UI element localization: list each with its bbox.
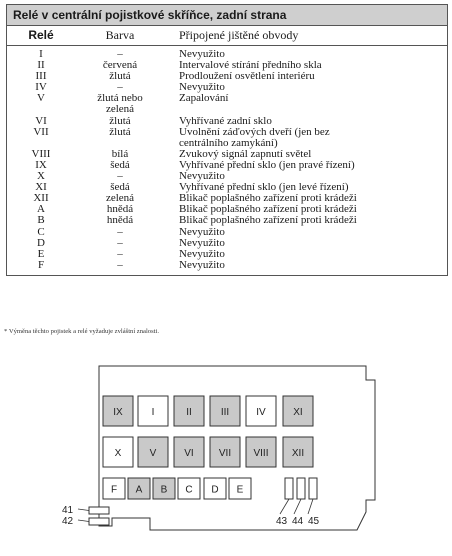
rele-cell: X [37, 170, 45, 183]
rele-cell: B [37, 214, 45, 227]
rele-cell: V [37, 92, 45, 105]
barva-cell: hnědá [106, 203, 134, 216]
obvod-cell: centrálního zamykání) [179, 136, 278, 149]
fuse-label-45: 45 [308, 516, 320, 527]
fuse-leader [280, 499, 289, 514]
obvod-cell: Nevyužito [179, 48, 225, 60]
rele-cell: I [39, 48, 43, 60]
relay-row2-label: XII [291, 448, 305, 459]
obvod-cell: Blikač poplašného zařízení proti krádeži [179, 203, 357, 216]
relay-row2-label: X [114, 448, 122, 459]
relay-row2-label: V [149, 448, 157, 459]
fuse-43 [285, 478, 293, 499]
obvod-cell: Nevyužito [179, 236, 225, 249]
barva-cell: – [117, 81, 123, 94]
relay-row2-label: VIII [253, 448, 269, 459]
obvod-cell: Nevyužito [179, 258, 225, 271]
obvod-cell: Prodloužení osvětlení interiéru [179, 70, 315, 83]
barva-cell: červená [102, 59, 138, 72]
relay-row3-label: D [211, 484, 219, 496]
barva-cell: bílá [111, 147, 129, 160]
relay-row1-label: I [151, 407, 155, 418]
barva-cell: hnědá [106, 214, 134, 227]
barva-cell: zelená [105, 103, 135, 116]
rele-cell: F [37, 258, 45, 271]
rele-cell: E [37, 247, 45, 260]
barva-cell: – [117, 236, 123, 249]
obvod-cell: Vyhřívané přední sklo (jen pravé řízení) [179, 158, 355, 171]
rele-cell: A [37, 203, 45, 216]
barva-cell: – [117, 247, 123, 260]
footnote: * Výměna těchto pojistek a relé vyžaduje zvláštní znalosti. [4, 328, 159, 335]
relay-row3-label: E [236, 484, 244, 496]
fuse-label-44: 44 [292, 516, 304, 527]
fuse-leader [308, 499, 313, 514]
obvod-cell: Blikač poplašného zařízení proti krádeži [179, 192, 357, 205]
rele-cell: C [37, 225, 45, 238]
obvod-cell: Intervalové stírání předního skla [179, 59, 322, 72]
obvod-cell: Zapalování [179, 92, 229, 105]
rele-cell: VII [33, 125, 49, 138]
barva-cell: – [117, 225, 123, 238]
relay-row2-label: VII [218, 448, 232, 459]
relay-row1-label: IV [256, 407, 266, 418]
relay-row2-label: VI [184, 448, 194, 459]
rele-cell: IV [35, 81, 47, 94]
header-rele: Relé [28, 28, 54, 42]
obvod-cell: Nevyužito [179, 225, 225, 238]
rele-cell: VIII [31, 147, 51, 160]
fuse-leader [78, 509, 89, 511]
fuse-leader [78, 520, 89, 522]
barva-cell: – [117, 48, 123, 60]
fuse-label-43: 43 [276, 516, 288, 527]
obvod-cell: Vyhřívané přední sklo (jen levé řízení) [179, 181, 349, 194]
fuse-label-42: 42 [62, 516, 74, 527]
table-title: Relé v centrální pojistkové skříňce, zadní strana [7, 5, 447, 25]
barva-cell: žlutá [109, 70, 131, 83]
rele-cell: III [35, 70, 47, 83]
relay-row1-label: IX [113, 407, 123, 418]
relay-row3-label: A [135, 484, 143, 496]
header-obvody: Připojené jištěné obvody [179, 28, 299, 42]
relay-row1-label: XI [293, 407, 303, 418]
barva-cell: zelená [105, 192, 135, 205]
fuse-41 [89, 507, 109, 514]
barva-cell: žlutá [109, 125, 131, 138]
obvod-cell: Zvukový signál zapnutí světel [179, 147, 312, 160]
rele-cell: II [37, 59, 45, 72]
barva-cell: žlutá [109, 114, 131, 127]
rele-cell: VI [35, 114, 47, 127]
relay-row1-label: III [220, 407, 230, 418]
obvod-cell: Nevyužito [179, 170, 225, 183]
fuse-44 [297, 478, 305, 499]
fuse-leader [294, 499, 301, 514]
rele-cell: XII [33, 192, 49, 205]
header-barva: Barva [105, 28, 135, 42]
relay-row1-label: II [186, 407, 192, 418]
rele-cell: IX [35, 158, 47, 171]
barva-cell: – [117, 258, 123, 271]
obvod-cell: Blikač poplašného zařízení proti krádeži [179, 214, 357, 227]
obvod-cell: Uvolnění záďových dveří (jen bez [179, 125, 330, 138]
relay-row3-label: C [185, 484, 193, 496]
rele-cell: D [37, 236, 45, 249]
relay-row3-label: B [160, 484, 168, 496]
barva-cell: šedá [110, 158, 130, 171]
fuse-45 [309, 478, 317, 499]
barva-cell: žlutá nebo [97, 92, 143, 105]
relay-row3-label: F [110, 484, 118, 496]
rele-cell: XI [35, 181, 47, 194]
obvod-cell: Nevyužito [179, 81, 225, 94]
obvod-cell: Nevyužito [179, 247, 225, 260]
fuse-42 [89, 518, 109, 525]
fuse-label-41: 41 [62, 505, 74, 516]
barva-cell: šedá [110, 181, 130, 194]
barva-cell: – [117, 170, 123, 183]
obvod-cell: Vyhřívané zadní sklo [179, 114, 272, 127]
